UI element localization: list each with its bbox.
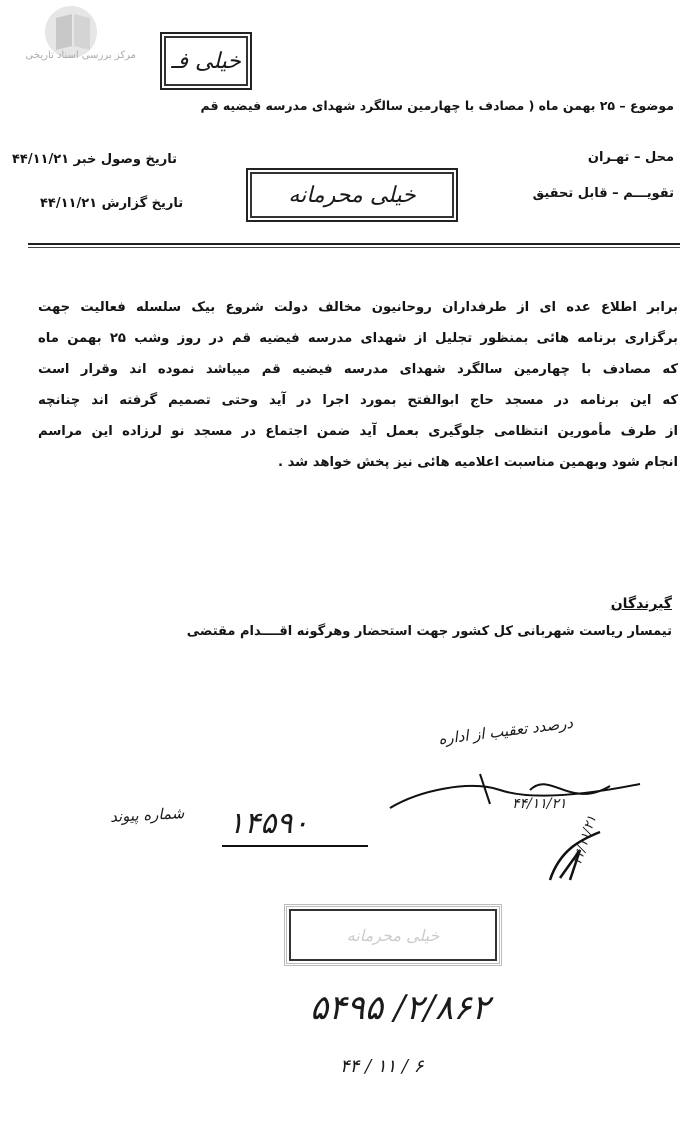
handwritten-date-2: ۴۴/۱۱/۲۱ — [570, 813, 600, 867]
body-line: برگزاری برنامه هائی بمنظور تجلیل از شهدای مدرسه فیضیه قم در روز وشب ۲۵ بهمن ماه — [38, 331, 679, 346]
handwritten-date-1: ۴۴/۱۱/۲۱ — [512, 796, 567, 812]
handwritten-label: شماره پیوند — [109, 804, 185, 826]
subject-line: موضوع – ۲۵ بهمن ماه ( مصادف با چهارمین سالگرد شهدای مدرسه فیضیه قم — [200, 98, 674, 113]
document-logo-icon — [6, 4, 136, 74]
header-divider — [28, 243, 680, 245]
body-line: برابر اطلاع عده ای از طرفداران روحانیون مخالف دولت شروع بیک سلسله فعالیت جهت — [38, 300, 678, 315]
handwritten-date-3: ۶ / ۱۱ / ۴۴ — [340, 1056, 424, 1077]
header-divider-thin — [28, 247, 680, 248]
handwritten-number: ۱۴۵۹۰ — [228, 806, 309, 841]
report-body — [38, 292, 678, 478]
body-line: که مصادف با چهارمین سالگرد شهدای مدرسه فیضیه قم میباشد نموده اند وقرار است — [38, 362, 678, 377]
body-line: از طرف مأمورین انتظامی جلوگیری بعمل آید ضمن اجتماع در مسجد نو لرزاده این مراسم — [38, 424, 678, 439]
classification-stamp: خیلی محرمانه — [246, 168, 458, 222]
place-line: محل – تهـران — [587, 150, 674, 165]
number-underline — [220, 842, 370, 852]
recipients-title: گیرندگان — [610, 596, 672, 612]
body-line: انجام شود وبهمین مناسبت اعلامیه هائی نیز پخش خواهد شد . — [277, 455, 678, 470]
reliability-line: تقویـــم – قابل تحقیق — [532, 186, 674, 201]
handwritten-number-2: ۲/۸۶۲/ ۵۴۹۵ — [310, 988, 490, 1028]
body-line: که این برنامه در مسجد حاج ابوالفتح بمورد اجرا در آید وحتی تصمیم گرفته اند چنانچه — [38, 393, 678, 408]
handwritten-note: درصدد تعقیب از اداره — [437, 713, 574, 749]
archive-logo — [6, 4, 136, 76]
watermark-text: مرکز بررسی اسناد تاریخی — [25, 50, 136, 61]
report-date: تاریخ گزارش ۴۴/۱۱/۲۱ — [40, 196, 184, 211]
recipients-text: تیمسار ریاست شهربانی کل کشور جهت استحضار وهرگونه اقــــدام مقتضی — [186, 624, 672, 639]
classification-stamp-top: خیلی فـ — [160, 32, 252, 90]
date-received: تاریخ وصول خبر ۴۴/۱۱/۲۱ — [12, 152, 178, 167]
faint-stamp: خیلی محرمانه — [284, 904, 502, 966]
